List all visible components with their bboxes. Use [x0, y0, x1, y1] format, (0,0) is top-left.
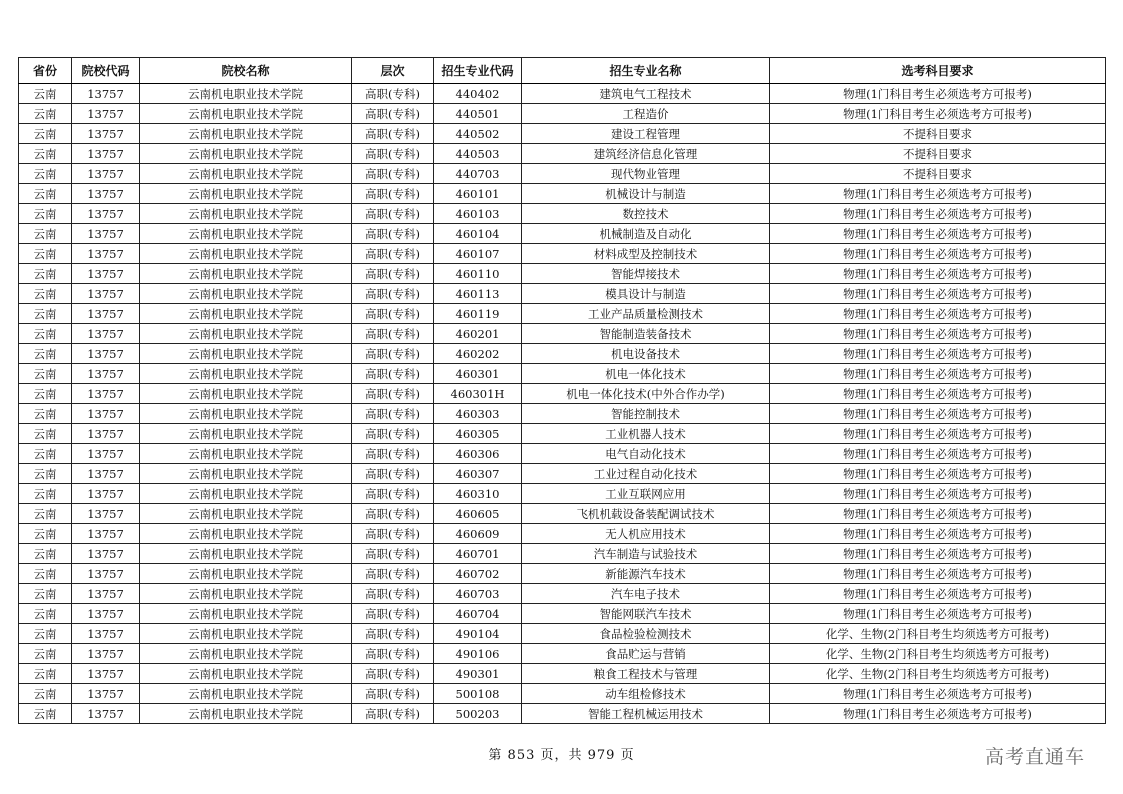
cell-major-code: 460103	[434, 204, 522, 224]
cell-province: 云南	[19, 264, 72, 284]
cell-subject-requirement: 物理(1门科目考生必须选考方可报考)	[770, 584, 1106, 604]
cell-level: 高职(专科)	[352, 184, 434, 204]
table-row	[19, 204, 1106, 224]
cell-school-code: 13757	[72, 364, 140, 384]
cell-major-code: 460605	[434, 504, 522, 524]
cell-school-code: 13757	[72, 444, 140, 464]
cell-province: 云南	[19, 444, 72, 464]
cell-school-code: 13757	[72, 104, 140, 124]
cell-major-code: 460704	[434, 604, 522, 624]
cell-province: 云南	[19, 604, 72, 624]
cell-province: 云南	[19, 144, 72, 164]
cell-major-name: 智能控制技术	[522, 404, 770, 424]
cell-school-name: 云南机电职业技术学院	[140, 144, 352, 164]
cell-level: 高职(专科)	[352, 464, 434, 484]
cell-school-code: 13757	[72, 264, 140, 284]
cell-subject-requirement: 物理(1门科目考生必须选考方可报考)	[770, 564, 1106, 584]
cell-major-code: 490104	[434, 624, 522, 644]
cell-subject-requirement: 物理(1门科目考生必须选考方可报考)	[770, 464, 1106, 484]
cell-school-code: 13757	[72, 144, 140, 164]
cell-school-code: 13757	[72, 464, 140, 484]
cell-major-name: 飞机机载设备装配调试技术	[522, 504, 770, 524]
cell-major-code: 440503	[434, 144, 522, 164]
cell-school-code: 13757	[72, 124, 140, 144]
cell-level: 高职(专科)	[352, 624, 434, 644]
table-row	[19, 304, 1106, 324]
cell-subject-requirement: 物理(1门科目考生必须选考方可报考)	[770, 284, 1106, 304]
cell-school-code: 13757	[72, 644, 140, 664]
table-row	[19, 544, 1106, 564]
cell-level: 高职(专科)	[352, 284, 434, 304]
cell-school-code: 13757	[72, 344, 140, 364]
cell-subject-requirement: 化学、生物(2门科目考生均须选考方可报考)	[770, 644, 1106, 664]
cell-level: 高职(专科)	[352, 544, 434, 564]
cell-school-code: 13757	[72, 384, 140, 404]
cell-school-code: 13757	[72, 604, 140, 624]
cell-school-code: 13757	[72, 664, 140, 684]
cell-school-name: 云南机电职业技术学院	[140, 684, 352, 704]
cell-major-name: 现代物业管理	[522, 164, 770, 184]
header-school-name: 院校名称	[140, 58, 352, 84]
cell-major-name: 无人机应用技术	[522, 524, 770, 544]
cell-major-name: 材料成型及控制技术	[522, 244, 770, 264]
cell-level: 高职(专科)	[352, 264, 434, 284]
cell-major-name: 工业互联网应用	[522, 484, 770, 504]
cell-major-name: 建设工程管理	[522, 124, 770, 144]
cell-level: 高职(专科)	[352, 324, 434, 344]
cell-level: 高职(专科)	[352, 84, 434, 104]
cell-level: 高职(专科)	[352, 604, 434, 624]
table-row	[19, 84, 1106, 104]
cell-major-code: 460107	[434, 244, 522, 264]
cell-major-code: 440501	[434, 104, 522, 124]
table-row	[19, 624, 1106, 644]
table-row	[19, 484, 1106, 504]
cell-subject-requirement: 物理(1门科目考生必须选考方可报考)	[770, 104, 1106, 124]
table-row	[19, 444, 1106, 464]
cell-major-name: 动车组检修技术	[522, 684, 770, 704]
cell-school-code: 13757	[72, 564, 140, 584]
table-body	[19, 84, 1106, 724]
cell-province: 云南	[19, 704, 72, 724]
table-row	[19, 184, 1106, 204]
cell-province: 云南	[19, 484, 72, 504]
cell-major-name: 粮食工程技术与管理	[522, 664, 770, 684]
table-row	[19, 104, 1106, 124]
cell-school-name: 云南机电职业技术学院	[140, 204, 352, 224]
cell-level: 高职(专科)	[352, 104, 434, 124]
cell-school-name: 云南机电职业技术学院	[140, 244, 352, 264]
cell-school-name: 云南机电职业技术学院	[140, 164, 352, 184]
cell-major-code: 490301	[434, 664, 522, 684]
cell-level: 高职(专科)	[352, 224, 434, 244]
cell-subject-requirement: 化学、生物(2门科目考生均须选考方可报考)	[770, 624, 1106, 644]
header-major-code: 招生专业代码	[434, 58, 522, 84]
cell-major-name: 新能源汽车技术	[522, 564, 770, 584]
cell-subject-requirement: 物理(1门科目考生必须选考方可报考)	[770, 344, 1106, 364]
cell-subject-requirement: 物理(1门科目考生必须选考方可报考)	[770, 364, 1106, 384]
cell-province: 云南	[19, 204, 72, 224]
cell-province: 云南	[19, 584, 72, 604]
cell-subject-requirement: 物理(1门科目考生必须选考方可报考)	[770, 604, 1106, 624]
cell-subject-requirement: 物理(1门科目考生必须选考方可报考)	[770, 224, 1106, 244]
cell-level: 高职(专科)	[352, 684, 434, 704]
header-subject-requirement: 选考科目要求	[770, 58, 1106, 84]
cell-major-name: 智能网联汽车技术	[522, 604, 770, 624]
cell-major-name: 工业机器人技术	[522, 424, 770, 444]
cell-major-name: 工业产品质量检测技术	[522, 304, 770, 324]
cell-subject-requirement: 化学、生物(2门科目考生均须选考方可报考)	[770, 664, 1106, 684]
cell-school-name: 云南机电职业技术学院	[140, 344, 352, 364]
cell-major-code: 460113	[434, 284, 522, 304]
table-row	[19, 144, 1106, 164]
cell-school-name: 云南机电职业技术学院	[140, 484, 352, 504]
cell-major-name: 智能工程机械运用技术	[522, 704, 770, 724]
cell-major-code: 460609	[434, 524, 522, 544]
cell-major-code: 460303	[434, 404, 522, 424]
cell-province: 云南	[19, 464, 72, 484]
cell-school-code: 13757	[72, 544, 140, 564]
cell-subject-requirement: 不提科目要求	[770, 124, 1106, 144]
cell-level: 高职(专科)	[352, 704, 434, 724]
cell-major-name: 智能制造装备技术	[522, 324, 770, 344]
table-row	[19, 164, 1106, 184]
cell-level: 高职(专科)	[352, 444, 434, 464]
cell-major-code: 460310	[434, 484, 522, 504]
table-row	[19, 284, 1106, 304]
cell-major-code: 460202	[434, 344, 522, 364]
cell-school-name: 云南机电职业技术学院	[140, 364, 352, 384]
cell-major-name: 工业过程自动化技术	[522, 464, 770, 484]
table-row	[19, 364, 1106, 384]
cell-province: 云南	[19, 524, 72, 544]
cell-school-code: 13757	[72, 684, 140, 704]
header-province: 省份	[19, 58, 72, 84]
cell-level: 高职(专科)	[352, 364, 434, 384]
cell-school-code: 13757	[72, 704, 140, 724]
cell-school-code: 13757	[72, 84, 140, 104]
cell-subject-requirement: 物理(1门科目考生必须选考方可报考)	[770, 504, 1106, 524]
cell-province: 云南	[19, 104, 72, 124]
cell-subject-requirement: 物理(1门科目考生必须选考方可报考)	[770, 524, 1106, 544]
cell-subject-requirement: 物理(1门科目考生必须选考方可报考)	[770, 404, 1106, 424]
header-school-code: 院校代码	[72, 58, 140, 84]
cell-school-code: 13757	[72, 284, 140, 304]
cell-school-code: 13757	[72, 504, 140, 524]
cell-school-code: 13757	[72, 484, 140, 504]
cell-subject-requirement: 不提科目要求	[770, 164, 1106, 184]
table-row	[19, 604, 1106, 624]
table-row	[19, 464, 1106, 484]
cell-province: 云南	[19, 664, 72, 684]
table-row	[19, 344, 1106, 364]
cell-school-name: 云南机电职业技术学院	[140, 224, 352, 244]
cell-province: 云南	[19, 244, 72, 264]
cell-school-code: 13757	[72, 324, 140, 344]
cell-school-name: 云南机电职业技术学院	[140, 464, 352, 484]
cell-major-code: 460104	[434, 224, 522, 244]
cell-major-name: 电气自动化技术	[522, 444, 770, 464]
cell-province: 云南	[19, 344, 72, 364]
cell-major-code: 460702	[434, 564, 522, 584]
cell-major-name: 模具设计与制造	[522, 284, 770, 304]
table-row	[19, 684, 1106, 704]
table-row	[19, 564, 1106, 584]
cell-major-code: 460119	[434, 304, 522, 324]
cell-province: 云南	[19, 364, 72, 384]
cell-province: 云南	[19, 184, 72, 204]
header-major-name: 招生专业名称	[522, 58, 770, 84]
cell-province: 云南	[19, 284, 72, 304]
cell-level: 高职(专科)	[352, 164, 434, 184]
cell-major-name: 机电一体化技术(中外合作办学)	[522, 384, 770, 404]
cell-subject-requirement: 物理(1门科目考生必须选考方可报考)	[770, 264, 1106, 284]
cell-school-name: 云南机电职业技术学院	[140, 664, 352, 684]
cell-school-name: 云南机电职业技术学院	[140, 504, 352, 524]
table-row	[19, 644, 1106, 664]
cell-level: 高职(专科)	[352, 484, 434, 504]
cell-major-code: 460307	[434, 464, 522, 484]
cell-school-name: 云南机电职业技术学院	[140, 424, 352, 444]
cell-school-name: 云南机电职业技术学院	[140, 444, 352, 464]
cell-school-name: 云南机电职业技术学院	[140, 124, 352, 144]
cell-school-name: 云南机电职业技术学院	[140, 564, 352, 584]
cell-major-code: 460301H	[434, 384, 522, 404]
cell-major-name: 建筑经济信息化管理	[522, 144, 770, 164]
cell-level: 高职(专科)	[352, 304, 434, 324]
cell-school-name: 云南机电职业技术学院	[140, 84, 352, 104]
cell-school-name: 云南机电职业技术学院	[140, 704, 352, 724]
cell-major-code: 460703	[434, 584, 522, 604]
cell-major-code: 460306	[434, 444, 522, 464]
cell-school-code: 13757	[72, 184, 140, 204]
cell-school-name: 云南机电职业技术学院	[140, 324, 352, 344]
cell-subject-requirement: 物理(1门科目考生必须选考方可报考)	[770, 544, 1106, 564]
cell-province: 云南	[19, 384, 72, 404]
cell-province: 云南	[19, 644, 72, 664]
table-row	[19, 404, 1106, 424]
table-row	[19, 224, 1106, 244]
cell-major-code: 460701	[434, 544, 522, 564]
cell-school-code: 13757	[72, 624, 140, 644]
cell-subject-requirement: 物理(1门科目考生必须选考方可报考)	[770, 304, 1106, 324]
cell-level: 高职(专科)	[352, 524, 434, 544]
cell-major-code: 460305	[434, 424, 522, 444]
table-row	[19, 664, 1106, 684]
cell-major-name: 智能焊接技术	[522, 264, 770, 284]
cell-major-name: 机械制造及自动化	[522, 224, 770, 244]
cell-major-name: 汽车电子技术	[522, 584, 770, 604]
cell-subject-requirement: 物理(1门科目考生必须选考方可报考)	[770, 184, 1106, 204]
cell-subject-requirement: 物理(1门科目考生必须选考方可报考)	[770, 84, 1106, 104]
cell-school-code: 13757	[72, 304, 140, 324]
cell-school-name: 云南机电职业技术学院	[140, 624, 352, 644]
cell-major-code: 460101	[434, 184, 522, 204]
cell-major-name: 机械设计与制造	[522, 184, 770, 204]
cell-level: 高职(专科)	[352, 244, 434, 264]
table-row	[19, 524, 1106, 544]
cell-major-name: 建筑电气工程技术	[522, 84, 770, 104]
table-row	[19, 324, 1106, 344]
cell-major-name: 食品检验检测技术	[522, 624, 770, 644]
cell-province: 云南	[19, 124, 72, 144]
cell-school-code: 13757	[72, 404, 140, 424]
cell-school-name: 云南机电职业技术学院	[140, 404, 352, 424]
cell-school-name: 云南机电职业技术学院	[140, 264, 352, 284]
cell-province: 云南	[19, 564, 72, 584]
cell-major-name: 机电一体化技术	[522, 364, 770, 384]
cell-major-code: 460110	[434, 264, 522, 284]
cell-major-name: 数控技术	[522, 204, 770, 224]
watermark-logo: 高考直通车	[985, 746, 1086, 768]
table-row	[19, 124, 1106, 144]
cell-school-name: 云南机电职业技术学院	[140, 284, 352, 304]
cell-major-code: 440703	[434, 164, 522, 184]
cell-subject-requirement: 物理(1门科目考生必须选考方可报考)	[770, 484, 1106, 504]
cell-major-name: 食品贮运与营销	[522, 644, 770, 664]
cell-major-name: 机电设备技术	[522, 344, 770, 364]
admission-table	[18, 57, 1106, 724]
cell-subject-requirement: 不提科目要求	[770, 144, 1106, 164]
table-row	[19, 384, 1106, 404]
cell-level: 高职(专科)	[352, 144, 434, 164]
cell-province: 云南	[19, 544, 72, 564]
cell-school-name: 云南机电职业技术学院	[140, 384, 352, 404]
table-row	[19, 264, 1106, 284]
cell-school-name: 云南机电职业技术学院	[140, 604, 352, 624]
cell-level: 高职(专科)	[352, 384, 434, 404]
table-header-row	[19, 58, 1106, 84]
table-row	[19, 244, 1106, 264]
cell-level: 高职(专科)	[352, 504, 434, 524]
cell-major-code: 460201	[434, 324, 522, 344]
cell-province: 云南	[19, 324, 72, 344]
cell-level: 高职(专科)	[352, 124, 434, 144]
cell-major-code: 460301	[434, 364, 522, 384]
page-number: 第 853 页，共 979 页	[488, 748, 635, 763]
cell-subject-requirement: 物理(1门科目考生必须选考方可报考)	[770, 684, 1106, 704]
table-row	[19, 584, 1106, 604]
cell-school-name: 云南机电职业技术学院	[140, 544, 352, 564]
cell-major-code: 500108	[434, 684, 522, 704]
cell-province: 云南	[19, 304, 72, 324]
cell-province: 云南	[19, 84, 72, 104]
cell-province: 云南	[19, 684, 72, 704]
cell-subject-requirement: 物理(1门科目考生必须选考方可报考)	[770, 704, 1106, 724]
cell-school-name: 云南机电职业技术学院	[140, 584, 352, 604]
cell-school-code: 13757	[72, 424, 140, 444]
cell-school-code: 13757	[72, 224, 140, 244]
cell-province: 云南	[19, 164, 72, 184]
cell-level: 高职(专科)	[352, 404, 434, 424]
cell-major-name: 汽车制造与试验技术	[522, 544, 770, 564]
cell-school-name: 云南机电职业技术学院	[140, 104, 352, 124]
table-row	[19, 504, 1106, 524]
cell-subject-requirement: 物理(1门科目考生必须选考方可报考)	[770, 424, 1106, 444]
cell-subject-requirement: 物理(1门科目考生必须选考方可报考)	[770, 244, 1106, 264]
cell-province: 云南	[19, 504, 72, 524]
table-row	[19, 704, 1106, 724]
cell-school-name: 云南机电职业技术学院	[140, 644, 352, 664]
cell-major-code: 440502	[434, 124, 522, 144]
cell-level: 高职(专科)	[352, 584, 434, 604]
cell-school-name: 云南机电职业技术学院	[140, 184, 352, 204]
cell-level: 高职(专科)	[352, 424, 434, 444]
cell-level: 高职(专科)	[352, 344, 434, 364]
cell-level: 高职(专科)	[352, 664, 434, 684]
header-level: 层次	[352, 58, 434, 84]
cell-province: 云南	[19, 404, 72, 424]
cell-school-code: 13757	[72, 524, 140, 544]
cell-major-name: 工程造价	[522, 104, 770, 124]
cell-subject-requirement: 物理(1门科目考生必须选考方可报考)	[770, 384, 1106, 404]
cell-major-code: 440402	[434, 84, 522, 104]
cell-province: 云南	[19, 624, 72, 644]
cell-school-code: 13757	[72, 204, 140, 224]
cell-subject-requirement: 物理(1门科目考生必须选考方可报考)	[770, 204, 1106, 224]
cell-level: 高职(专科)	[352, 564, 434, 584]
cell-subject-requirement: 物理(1门科目考生必须选考方可报考)	[770, 324, 1106, 344]
table-row	[19, 424, 1106, 444]
cell-school-name: 云南机电职业技术学院	[140, 524, 352, 544]
cell-province: 云南	[19, 424, 72, 444]
cell-province: 云南	[19, 224, 72, 244]
cell-school-code: 13757	[72, 584, 140, 604]
cell-school-code: 13757	[72, 244, 140, 264]
cell-subject-requirement: 物理(1门科目考生必须选考方可报考)	[770, 444, 1106, 464]
cell-level: 高职(专科)	[352, 204, 434, 224]
cell-school-name: 云南机电职业技术学院	[140, 304, 352, 324]
cell-school-code: 13757	[72, 164, 140, 184]
cell-major-code: 490106	[434, 644, 522, 664]
cell-major-code: 500203	[434, 704, 522, 724]
cell-level: 高职(专科)	[352, 644, 434, 664]
